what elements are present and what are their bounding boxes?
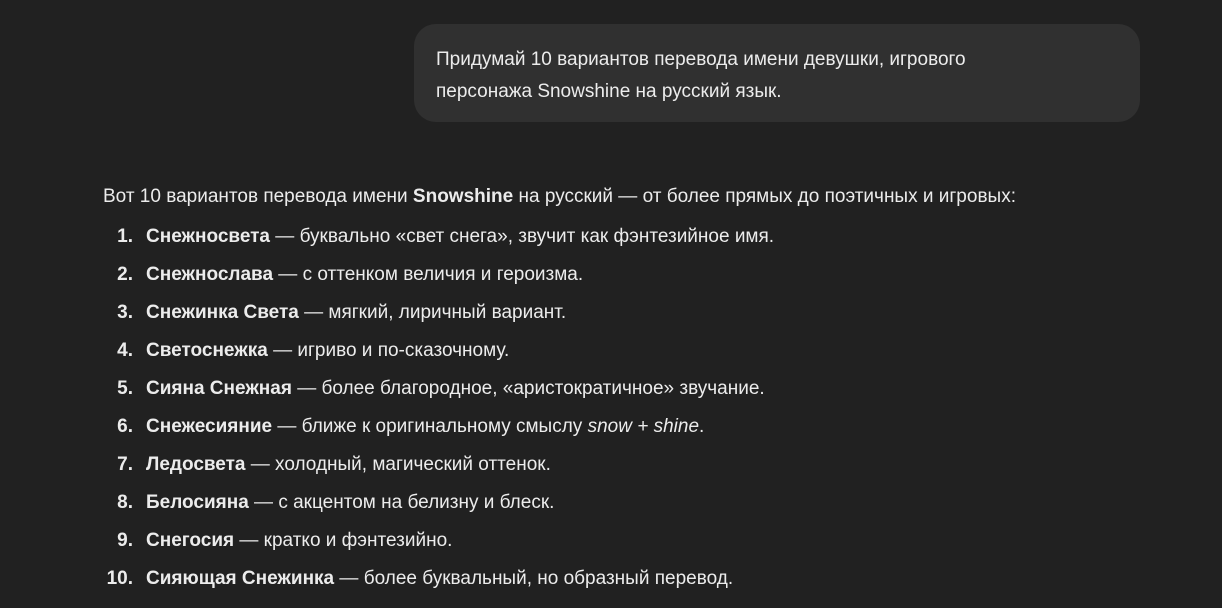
- list-item: [103, 484, 1163, 522]
- item-description: — более благородное, «аристократичное» звучание.: [291, 378, 765, 399]
- user-message-bubble: [414, 24, 1140, 122]
- item-number: 10.: [106, 568, 133, 589]
- item-description: — холодный, магический оттенок.: [245, 454, 551, 475]
- list-item: [103, 294, 1163, 332]
- item-description: — более буквальный, но образный перевод.: [334, 568, 734, 589]
- list-item: [103, 446, 1163, 484]
- item-number: 2.: [117, 264, 133, 285]
- list-item: [103, 522, 1163, 560]
- item-number: 6.: [117, 416, 133, 437]
- list-item: [103, 218, 1163, 256]
- item-number: 5.: [117, 378, 133, 399]
- assistant-intro: [103, 180, 1163, 214]
- item-description: — игриво и по-сказочному.: [267, 340, 510, 361]
- variants-list: [103, 218, 1163, 598]
- list-item: [103, 256, 1163, 294]
- intro-bold-name: Snowshine: [412, 186, 514, 207]
- item-name: Сияющая Снежинка: [146, 568, 335, 589]
- item-number: 8.: [117, 492, 133, 513]
- item-description-tail: .: [699, 416, 705, 437]
- intro-text-end: на русский — от более прямых до поэтичных и игровых:: [513, 186, 1016, 207]
- item-name: Ледосвета: [146, 454, 246, 475]
- item-name: Снежнослава: [146, 264, 274, 285]
- item-name: Белосияна: [146, 492, 249, 513]
- item-name: Снежносвета: [146, 226, 271, 247]
- intro-text: Вот 10 вариантов перевода имени: [103, 186, 413, 207]
- item-name: Снежесияние: [146, 416, 273, 437]
- item-description: — кратко и фэнтезийно.: [234, 530, 453, 551]
- item-name: Сияна Снежная: [146, 378, 292, 399]
- item-name: Светоснежка: [146, 340, 268, 361]
- item-number: 4.: [117, 340, 133, 361]
- item-number: 3.: [117, 302, 133, 323]
- user-message-line: персонажа Snowshine на русский язык.: [436, 81, 782, 102]
- user-message-line: Придумай 10 вариантов перевода имени девушки, игрового: [436, 49, 966, 70]
- item-italic-phrase: snow + shine: [587, 416, 700, 437]
- list-item: [103, 560, 1163, 598]
- item-description: — с акцентом на белизну и блеск.: [248, 492, 555, 513]
- item-description: — мягкий, лиричный вариант.: [298, 302, 567, 323]
- item-description: — буквально «свет снега», звучит как фэнтезийное имя.: [270, 226, 775, 247]
- item-number: 7.: [117, 454, 133, 475]
- item-number: 1.: [117, 226, 133, 247]
- list-item: [103, 332, 1163, 370]
- item-description: — с оттенком величия и героизма.: [273, 264, 584, 285]
- item-description: — ближе к оригинальному смыслу: [272, 416, 588, 437]
- item-number: 9.: [117, 530, 133, 551]
- list-item: [103, 408, 1163, 446]
- item-name: Снежинка Света: [146, 302, 299, 323]
- item-name: Снегосия: [146, 530, 235, 551]
- list-item: [103, 370, 1163, 408]
- assistant-message: [103, 180, 1163, 598]
